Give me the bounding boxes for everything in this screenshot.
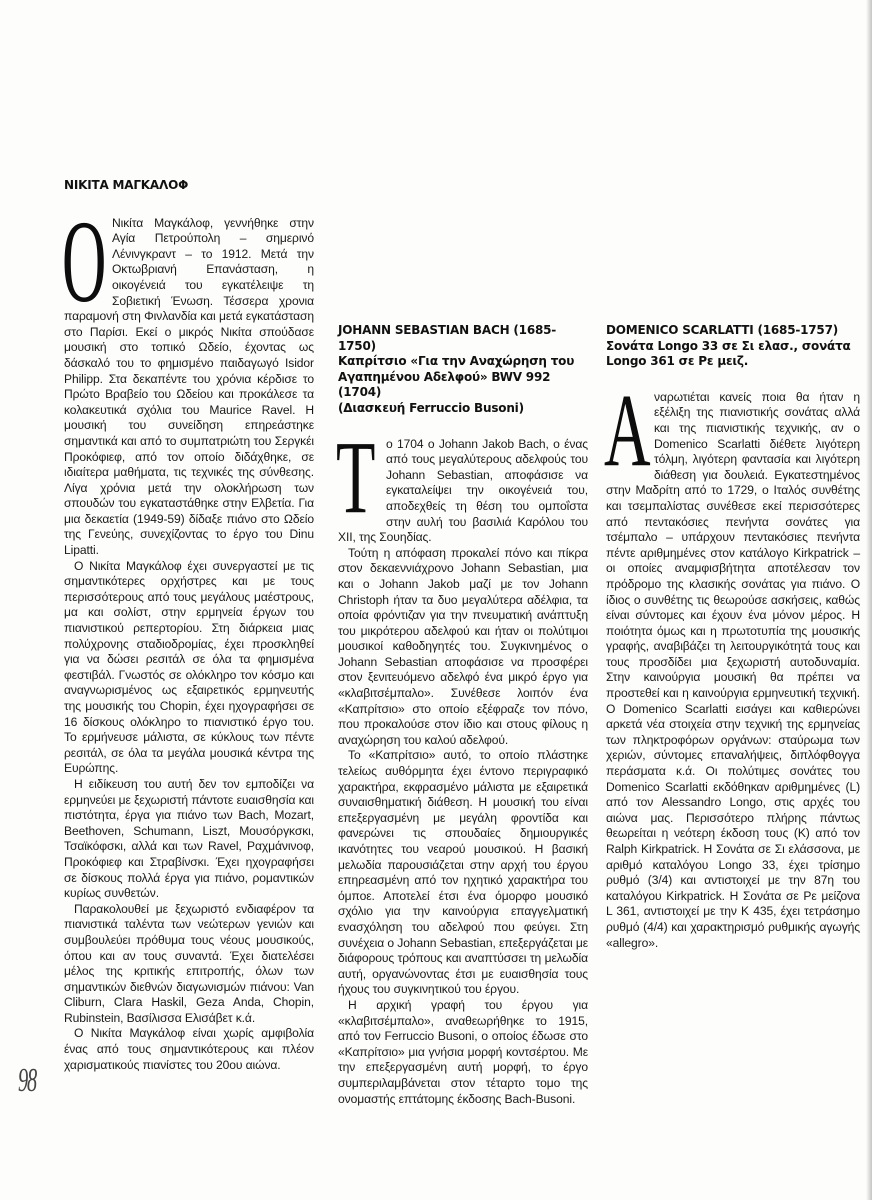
page-number: 98	[18, 1062, 36, 1099]
article-magaloff	[64, 178, 314, 1073]
article-bach	[338, 323, 588, 1107]
paragraph: Το 1704 ο Johann Jakob Bach, ο ένας από τους μεγαλύτερους αδελφούς του Johann Sebastian, αποφάσισε να εγκαταλείψει την οικογένειά του, αποδεχθείς τη θέση του ομποΐστα στην αυλή του βασιλιά Καρόλου του XII, της Σουηδίας.	[336, 419, 588, 545]
article-scarlatti	[606, 323, 860, 951]
work-heading: Σονάτα Longo 33 σε Σι ελασ., σονάτα Longo 361 σε Ρε μειζ.	[606, 338, 851, 369]
paragraph: Τούτη η απόφαση προκαλεί πόνο και πίκρα στον δεκαεννιάχρονο Johann Sebastian, μια και ο Johann Jakob μαζί με τον Johann Christoph ήταν τα δυο μεγαλύτερα αδέλφια, τα οποία φρόντιζαν για την πνευματική ανάπτυξη του μικρότερου αδελφού και ήταν οι πολύτιμοι μουσικοί καθοδηγητές του. Συγκινημένος ο Johann Sebastian αποφάσισε να προσφέρει στον ξενιτευόμενο αδελφό ένα μικρό έργο για «κλαβιτσέμπαλο». Συνέθεσε λοιπόν ένα «Καπρίτσιο» στο οποίο εξέφραζε τον πόνο, που προκαλούσε στον ίδιο και στους φίλους η αναχώρηση του καλού αδελφού.	[338, 545, 588, 747]
paragraph: Ο Νικίτα Μαγκάλοφ είναι χωρίς αμφιβολία ένας από τους σημαντικότερους και πλέον χαρισματικούς πιανίστες του 20ου αιώνα.	[64, 1026, 314, 1072]
scan-edge-shadow	[866, 0, 872, 1200]
paragraph: Ο Νικίτα Μαγκάλοφ έχει συνεργαστεί με τις σημαντικότερες ορχήστρες και με τους περισσότερους από τους μεγάλους μαέστρους, μα και σολίστ, στην ερμηνεία έργων του πιανιστικού ρεπερτορίου. Στη διάρκεια μιας πολύχρονης σταδιοδρομίας, έχει προσκληθεί για να δώσει ρεσιτάλ σε όλα τα φημισμένα φεστιβάλ. Γνωστός σε ολόκληρο τον κόσμο και αναγνωρισμένος ως εξαιρετικός ερμηνευτής της μουσικής του Chopin, έχει ηχογραφήσει σε 16 δίσκους ολόκληρο το πιανιστικό έργο του. Το ερμήνευσε μάλιστα, σε κύκλους των πέντε ρεσιτάλ, σε όλα τα μεγάλα μουσικά κέντρα της Ευρώπης.	[64, 558, 314, 776]
composer-heading: DOMENICO SCARLATTI (1685-1757)	[606, 323, 839, 337]
paragraph: Η ειδίκευση του αυτή δεν τον εμποδίζει να ερμηνεύει με ξεχωριστή πάντοτε ευαισθησία και πιστότητα, έργα για πιάνο των Bach, Mozart, Beethoven, Schumann, Liszt, Μουσόργκσκι, Τσαϊκόφσκι, αλλά και των Ravel, Ραχμάνινοφ, Προκόφιεφ και Στραβίνσκι. Έχει ηχογραφήσει σε δίσκους πολλά έργα για πιάνο, ρομαντικών κυρίως συνθετών.	[64, 776, 314, 901]
work-heading: Καπρίτσιο «Για την Αναχώρηση του Αγαπημένου Αδελφού» BWV 992 (1704)	[338, 354, 575, 400]
arrangement-heading: (Διασκευή Ferruccio Busoni)	[338, 400, 524, 415]
paragraph: Το «Καπρίτσιο» αυτό, το οποίο πλάστηκε τελείως αυθόρμητα έχει έντονο περιγραφικό χαρακτήρα, εκφρασμένο μάλιστα με εξαιρετικά συναισθηματική διάθεση. Η μουσική του είναι επεξεργασμένη με μεγάλη φροντίδα και φανερώνει τις σπουδαίες δημιουργικές ικανότητες του νεαρού μουσικού. Η βασική μελωδία παρουσιάζεται στην αρχή του έργου επηρεασμένη από τον ηχητικό χαρακτήρα του όμποε. Αποτελεί έτσι ένα όμορφο μουσικό σχόλιο για την καινούργια επαγγελματική ενασχόληση του αδελφού που φεύγει. Στη συνέχεια ο Johann Sebastian, επεξεργάζεται με διάφορους τρόπους και αναπτύσσει τη μελωδία αυτή, οργανώνοντας έτσι με ευαισθησία τους ήχους του συγκινητικού του έργου.	[338, 748, 589, 997]
section-title-magaloff: ΝΙΚΙΤΑ ΜΑΓΚΑΛΟΦ	[64, 178, 189, 192]
composer-heading: JOHANN SEBASTIAN BACH (1685-1750)	[338, 323, 557, 353]
paragraph: Η αρχική γραφή του έργου για «κλαβιτσέμπαλο», αναθεωρήθηκε το 1915, από τον Ferruccio Busoni, ο οποίος έδωσε στο «Καπρίτσιο» μια γνήσια μορφή κοντσέρτου. Με την επεξεργασμένη αυτή μορφή, το έργο συμπεριλαμβάνεται στον τέταρτο τομο της ονομαστής επτάτομης έκδοσης Bach-Busoni.	[338, 997, 588, 1106]
section-title-scarlatti	[606, 323, 860, 370]
paragraph: Παρακολουθεί με ξεχωριστό ενδιαφέρον τα πιανιστικά ταλέντα των νεώτερων γενιών και συμβουλεύει πρόθυμα τους νέους μουσικούς, όπου και αν τους συναντά. Έχει διατελέσει μέλος της κριτικής επιτροπής, όλων των σημαντικών διεθνών διαγωνισμών πιάνου: Van Cliburn, Clara Haskil, Geza Anda, Chopin, Rubinstein, Βασίλισσα Ελισάβετ κ.ά.	[64, 901, 314, 1025]
paragraph: Ο Νικίτα Μαγκάλοφ, γεννήθηκε στην Αγία Πετρούπολη – σημερινό Λένινγκραντ – το 1912. Μετά την Οκτωβριανή Επανάσταση, η οικογένειά του εγκατέλειψε τη Σοβιετική Ένωση. Τέσσερα χρονια παραμονή στη Φινλανδία και μετά εγκατάσταση στο Παρίσι. Εκεί ο μικρός Νικίτα σπούδασε μουσική στο τοπικό Ωδείο, έχοντας ως δάσκαλό του το φημισμένο παιδαγωγό Isidor Philipp. Στα δεκαπέντε του χρόνια κέρδισε το Πρώτο Βραβείο του Ωδείου και προκάλεσε τα κολακευτικά σχόλια του Maurice Ravel. Η μουσική του συνείδηση επηρεάστηκε σημαντικά και από το συμπατριώτη του Σεργκέι Προκόφιεφ, από τον οποίο διδάχθηκε, σε ιδιαίτερα μαθήματα, τις τεχνικές της σύνθεσης. Λίγα χρόνια μετά την ολοκλήρωση των σπουδών του εγκαταστάθηκε στην Ελβετία. Για μια δεκαετία (1949-59) δίδαξε πιάνο στο Ωδείο της Γενεύης, συνεχίζοντας το έργο του Dinu Lipatti.	[62, 195, 314, 558]
drop-cap: Ο	[62, 195, 107, 327]
paragraph: Αναρωτιέται κανείς ποια θα ήταν η εξέλιξη της πιανιστικής σονάτας αλλά και της πιανιστικής τεχνικής, αν ο Domenico Scarlatti διέθετε λιγότερη τόλμη, λιγότερη φαντασία και λιγότερη διάθεση για δουλειά. Εγκατεστημένος στην Μαδρίτη από το 1729, ο Ιταλός συνθέτης και τσεμπαλίστας συνέθεσε εκεί περισσότερες από πεντακόσιες πενήντα σονάτες για τσέμπαλο – υπάρχουν πεντακόσιες πενήντα πέντε αριθμημένες στον κατάλογο Kirkpatrick – οι οποίες αναμφισβήτητα αποτέλεσαν τον πρόδρομο της κλασικής σονάτας για πιάνο. Ο ίδιος ο συνθέτης τις θεωρούσε ασκήσεις, καθώς είναι σύντομες και έχουν ένα μόνον μέρος. Η ποιότητα όμως και η πρωτοτυπία της μουσικής γραφής, αναβιβάζει τη λειτουργικότητά τους και τους προσδίδει μια ξεχωριστή αυτοδυναμία. Στην καινούργια μουσική θα πρέπει να προστεθεί και η καινούργια ερμηνευτική τεχνική. Ο Domenico Scarlatti εισάγει και καθιερώνει αρκετά νέα στοιχεία στην τεχνική της ερμηνείας των πληκτροφόρων οργάνων: σταύρωμα των χεριών, σύντομες επαναλήψεις, διπλόφθογγα περάσματα κ.ά. Οι πολύτιμες σονάτες του Domenico Scarlatti εκδόθηκαν αριθμημένες (L) από τον Alessandro Longo, στις αρχές του αιώνα μας. Περισσότερο πλήρης πάντως θεωρείται η νεότερη έκδοση τους (K) από τον Ralph Kirkpatrick. Η Σονάτα σε Σι ελάσσονα, με αριθμό καταλόγου Longo 33, έχει τρίσημο ρυθμό (3/4) και αντιστοιχεί με την 87η του καταλόγου Kirkpatrick. Η Σονάτα σε Ρε μείζονα L 361, αντιστοιχεί με την Κ 435, έχει τετράσημο ρυθμό (4/4) και χαρακτηρισμό ρυθμικής αγωγής «allegro».	[604, 372, 860, 950]
drop-cap: Τ	[336, 419, 376, 535]
section-title-bach	[338, 323, 588, 417]
drop-cap: Α	[604, 372, 651, 488]
